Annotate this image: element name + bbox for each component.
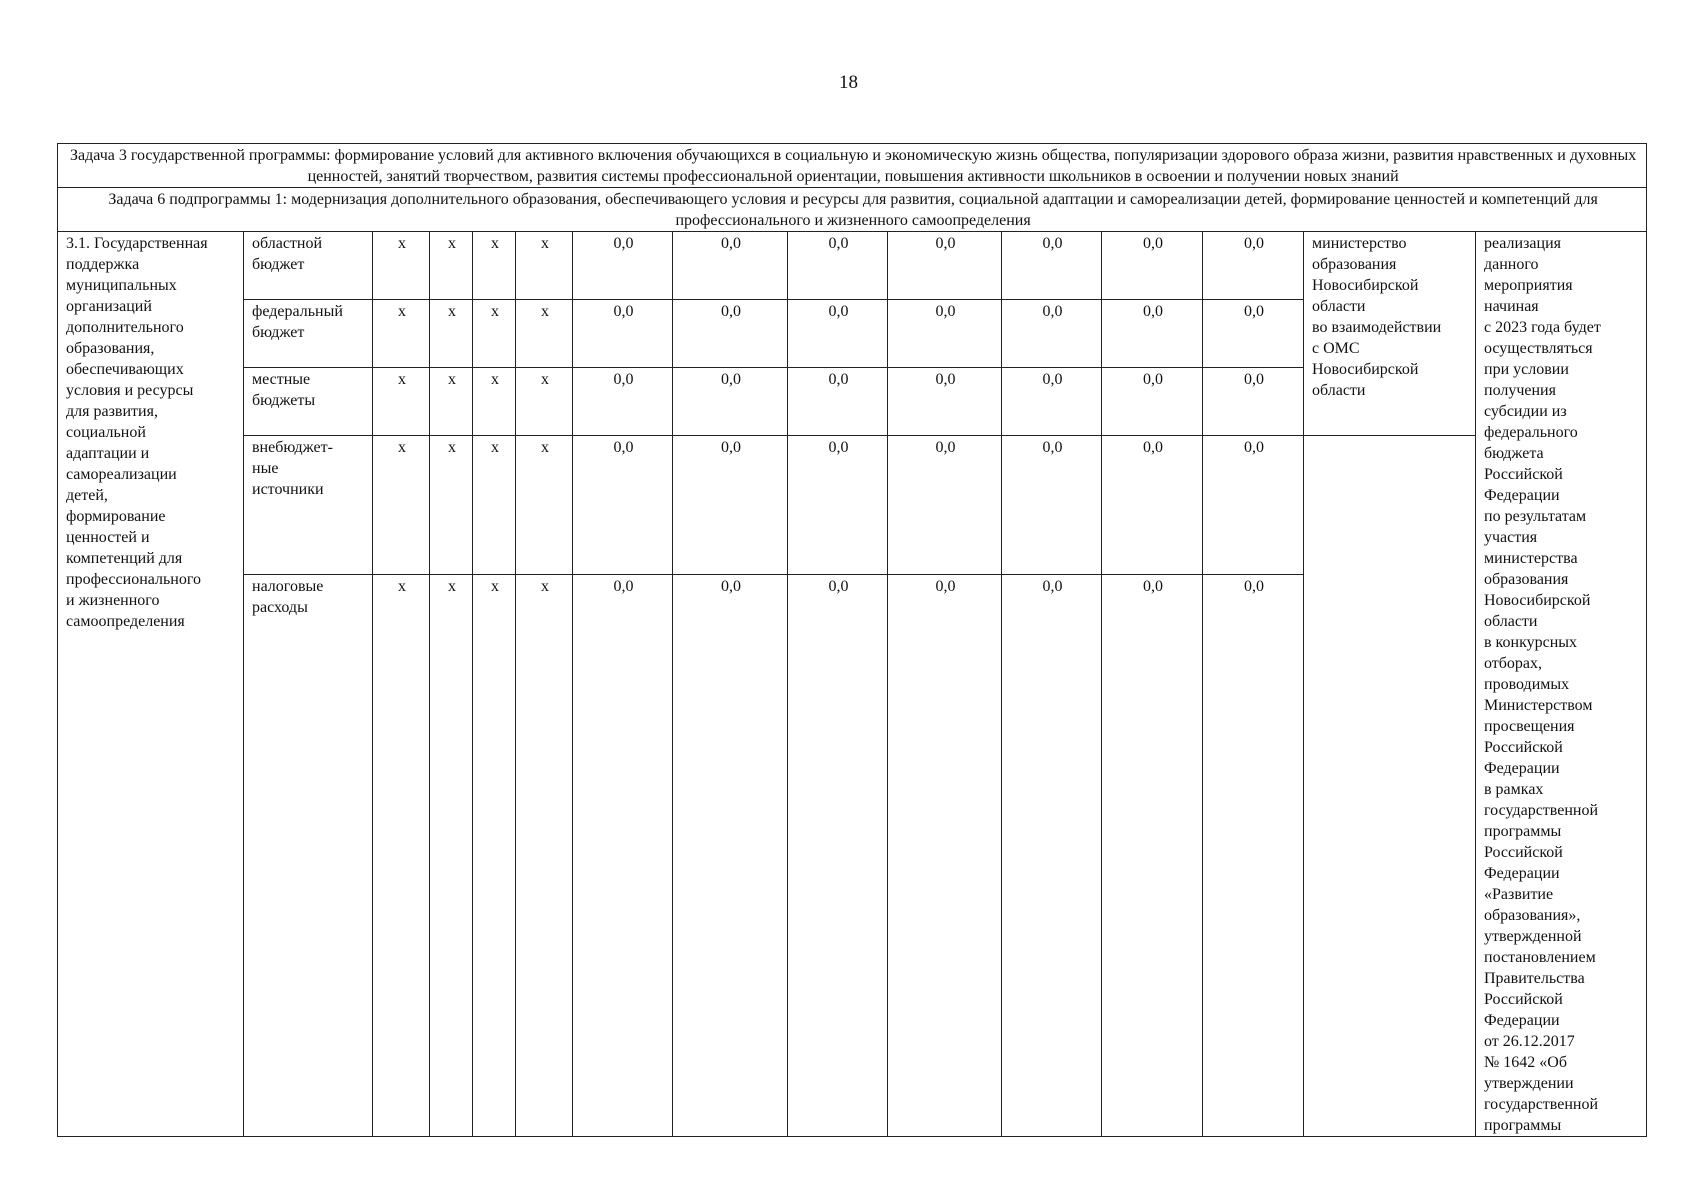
- value-cell: 0,0: [573, 232, 673, 300]
- value-cell: 0,0: [788, 436, 888, 575]
- code-cell: х: [516, 300, 573, 368]
- value-cell: 0,0: [1102, 300, 1203, 368]
- value-cell: 0,0: [573, 436, 673, 575]
- funding-row: [58, 232, 1647, 300]
- measure-name: 3.1. Государственная поддержка муниципальных организаций дополнительного образования, обеспечивающих условия и ресурсы для развития, социальной адаптации и самореализации детей, формирование ценностей и компетенций для профессионального и жизненного самоопределения: [58, 232, 244, 1137]
- value-cell: 0,0: [573, 300, 673, 368]
- value-cell: 0,0: [673, 300, 788, 368]
- code-cell: х: [516, 436, 573, 575]
- code-cell: х: [473, 436, 516, 575]
- value-cell: 0,0: [788, 575, 888, 1137]
- value-cell: 0,0: [1002, 368, 1102, 436]
- code-cell: х: [516, 575, 573, 1137]
- code-cell: х: [373, 232, 430, 300]
- code-cell: х: [430, 232, 473, 300]
- code-cell: х: [516, 368, 573, 436]
- state-program-task: Задача 3 государственной программы: формирование условий для активного включения обучающихся в социальную и экономическую жизнь общества, популяризации здорового образа жизни, развития нравственных и духовных ценностей, занятий творчеством, развития системы профессиональной ориентации, повышения активности школьников в освоении и получении новых знаний: [58, 144, 1647, 188]
- executor-empty: [1304, 436, 1476, 1137]
- value-cell: 0,0: [1102, 436, 1203, 575]
- value-cell: 0,0: [1203, 575, 1304, 1137]
- value-cell: 0,0: [673, 575, 788, 1137]
- funding-source: областной бюджет: [244, 232, 373, 300]
- value-cell: 0,0: [1002, 575, 1102, 1137]
- code-cell: х: [373, 368, 430, 436]
- value-cell: 0,0: [1102, 232, 1203, 300]
- funding-source: местные бюджеты: [244, 368, 373, 436]
- value-cell: 0,0: [788, 300, 888, 368]
- code-cell: х: [473, 368, 516, 436]
- page-number: 18: [839, 72, 858, 93]
- code-cell: х: [473, 575, 516, 1137]
- value-cell: 0,0: [888, 232, 1002, 300]
- value-cell: 0,0: [888, 436, 1002, 575]
- value-cell: 0,0: [1203, 300, 1304, 368]
- note: реализация данного мероприятия начиная с 2023 года будет осуществляться при условии получения субсидии из федерального бюджета Российской Федерации по результатам участия министерства образования Новосибирской области в конкурсных отборах, проводимых Министерством просвещения Российской Федерации в рамках государственной программы Российской Федерации «Развитие образования», утвержденной постановлением Правительства Российской Федерации от 26.12.2017 № 1642 «Об утверждении государственной программы: [1476, 232, 1647, 1137]
- code-cell: х: [430, 436, 473, 575]
- value-cell: 0,0: [573, 575, 673, 1137]
- value-cell: 0,0: [673, 436, 788, 575]
- funding-row: [58, 436, 1647, 575]
- code-cell: х: [373, 300, 430, 368]
- subprogram-task: Задача 6 подпрограммы 1: модернизация дополнительного образования, обеспечивающего условия и ресурсы для развития, социальной адаптации и самореализации детей, формирование ценностей и компетенций для профессионального и жизненного самоопределения: [58, 188, 1647, 232]
- code-cell: х: [473, 232, 516, 300]
- program-table: [57, 143, 1647, 1137]
- value-cell: 0,0: [673, 232, 788, 300]
- code-cell: х: [373, 575, 430, 1137]
- value-cell: 0,0: [888, 575, 1002, 1137]
- value-cell: 0,0: [888, 368, 1002, 436]
- value-cell: 0,0: [1002, 436, 1102, 575]
- funding-source: федеральный бюджет: [244, 300, 373, 368]
- executor: министерство образования Новосибирской области во взаимодействии с ОМС Новосибирской области: [1304, 232, 1476, 436]
- value-cell: 0,0: [1203, 436, 1304, 575]
- funding-source: налоговые расходы: [244, 575, 373, 1137]
- value-cell: 0,0: [1102, 575, 1203, 1137]
- value-cell: 0,0: [573, 368, 673, 436]
- value-cell: 0,0: [1102, 368, 1203, 436]
- value-cell: 0,0: [788, 232, 888, 300]
- state-program-task-row: [58, 144, 1647, 188]
- value-cell: 0,0: [1002, 232, 1102, 300]
- value-cell: 0,0: [673, 368, 788, 436]
- code-cell: х: [430, 575, 473, 1137]
- subprogram-task-row: [58, 188, 1647, 232]
- value-cell: 0,0: [1203, 232, 1304, 300]
- value-cell: 0,0: [788, 368, 888, 436]
- code-cell: х: [516, 232, 573, 300]
- value-cell: 0,0: [888, 300, 1002, 368]
- value-cell: 0,0: [1002, 300, 1102, 368]
- funding-source: внебюджет- ные источники: [244, 436, 373, 575]
- code-cell: х: [373, 436, 430, 575]
- code-cell: х: [473, 300, 516, 368]
- value-cell: 0,0: [1203, 368, 1304, 436]
- code-cell: х: [430, 300, 473, 368]
- code-cell: х: [430, 368, 473, 436]
